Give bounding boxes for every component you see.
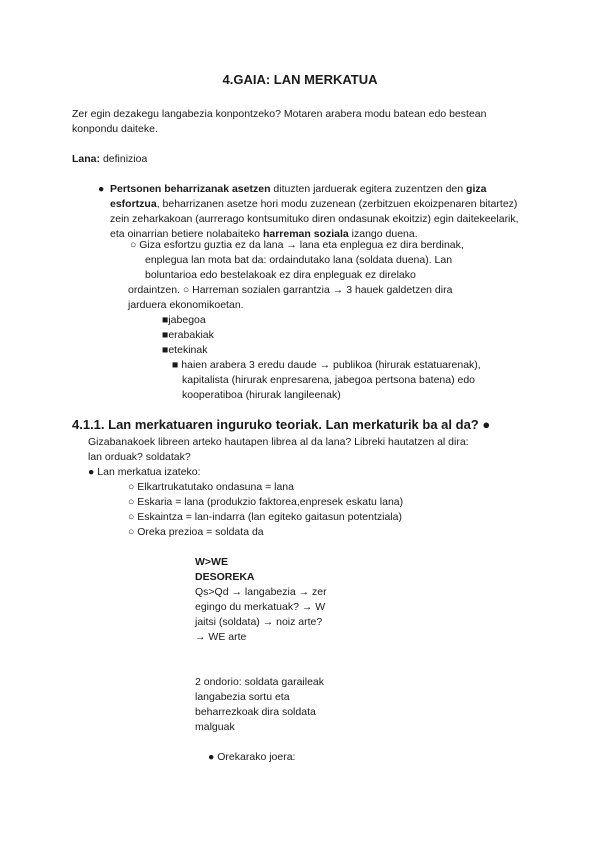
sub-line-4: ordaintzen. ○ Harreman sozialen garrantzia → 3 hauek galdetzen dira bbox=[128, 284, 453, 296]
circle-item-3: ○ Eskaintza = lan-indarra (lan egiteko gaitasun potentziala) bbox=[128, 511, 402, 523]
section-question-1: Gizabanakoek libreen arteko hautapen librea al da lana? Libreki hautatzen al dira: bbox=[88, 436, 469, 448]
section-question-2: lan orduak? soldatak? bbox=[88, 451, 191, 463]
sub-line-2: enplegua lan mota bat da: ordaindutako lana (soldata duena). Lan bbox=[145, 254, 453, 266]
models-line-2: kapitalista (hirurak enpresarena, jabegoa pertsona batena) edo bbox=[182, 374, 476, 386]
lana-line bbox=[72, 152, 147, 167]
ondorio-line-3: beharrezkoak dira soldata bbox=[195, 706, 316, 718]
ondorio-line-1: 2 ondorio: soldata garaileak bbox=[195, 676, 325, 688]
sub-line-5: jarduera ekonomikoetan. bbox=[128, 299, 244, 311]
square-item-jabegoa: ■jabegoa bbox=[162, 314, 206, 326]
lana-label: Lana: bbox=[72, 153, 101, 165]
intro-paragraph: Zer egin dezakegu langabezia konpontzeko? Motaren arabera modu batean edo bestean konpondu daiteke. bbox=[72, 108, 487, 135]
definition-bold-1: Pertsonen beharrizanak asetzen bbox=[110, 183, 271, 195]
section-heading: 4.1.1. Lan merkatuaren inguruko teoriak. Lan merkaturik ba al da? ● bbox=[72, 417, 491, 432]
definition-text-1: dituzten jarduerak egitera zuzentzen den bbox=[270, 183, 467, 195]
definition-bold-3: harreman soziala bbox=[262, 228, 349, 240]
lana-definition: definizioa bbox=[102, 153, 148, 165]
sub-line-1: ○ Giza esfortzu guztia ez da lana → lana eta enplegua ez dira berdinak, bbox=[130, 239, 464, 251]
definition-text-3: izango duena. bbox=[348, 228, 418, 240]
box-heading-desoreka: DESOREKA bbox=[195, 571, 255, 583]
box-line-1: Qs>Qd → langabezia → zer bbox=[195, 586, 327, 598]
sub-line-3: boluntarioa edo bestelakoak ez dira enpleguak ez direlako bbox=[145, 269, 416, 281]
definition-bullet bbox=[110, 182, 522, 242]
ondorio-line-4: malguak bbox=[195, 721, 235, 733]
page-title: 4.GAIA: LAN MERKATUA bbox=[222, 72, 378, 87]
bullet-dot: ● bbox=[98, 183, 105, 195]
box-line-3: jaitsi (soldata) → noiz arte? bbox=[195, 616, 323, 628]
oreka-bullet: ● Orekarako joera: bbox=[208, 751, 296, 763]
circle-item-2: ○ Eskaria = lana (produkzio faktorea,enpresek eskatu lana) bbox=[128, 496, 404, 508]
box-line-2: egingo du merkatuak? → W bbox=[195, 601, 326, 613]
definition-bold-2: giza esfortzua bbox=[110, 183, 487, 210]
izateko-bullet: ● Lan merkatua izateko: bbox=[88, 466, 201, 478]
box-heading-w: W>WE bbox=[195, 556, 228, 568]
models-line-1: ■ haien arabera 3 eredu daude → publikoa (hirurak estatuarenak), bbox=[172, 359, 481, 371]
circle-item-1: ○ Elkartrukatutako ondasuna = lana bbox=[128, 481, 294, 493]
square-item-erabakiak: ■erabakiak bbox=[162, 329, 214, 341]
box-line-4: → WE arte bbox=[195, 631, 247, 643]
definition-text-2: , beharrizanen asetze hori modu zuzenean (zerbitzuen ekoizpenaren bitartez) zein zeharkakoan (aurrerago kontsumituko diren ondasunak ekoitziz) egin daitekeelarik, eta oinarrian betiere nolabaiteko bbox=[110, 198, 519, 240]
square-item-etekinak: ■etekinak bbox=[162, 344, 208, 356]
models-line-3: kooperatiboa (hirurak langileenak) bbox=[182, 389, 341, 401]
ondorio-line-2: langabezia sortu eta bbox=[195, 691, 290, 703]
circle-item-4: ○ Oreka prezioa = soldata da bbox=[128, 526, 264, 538]
